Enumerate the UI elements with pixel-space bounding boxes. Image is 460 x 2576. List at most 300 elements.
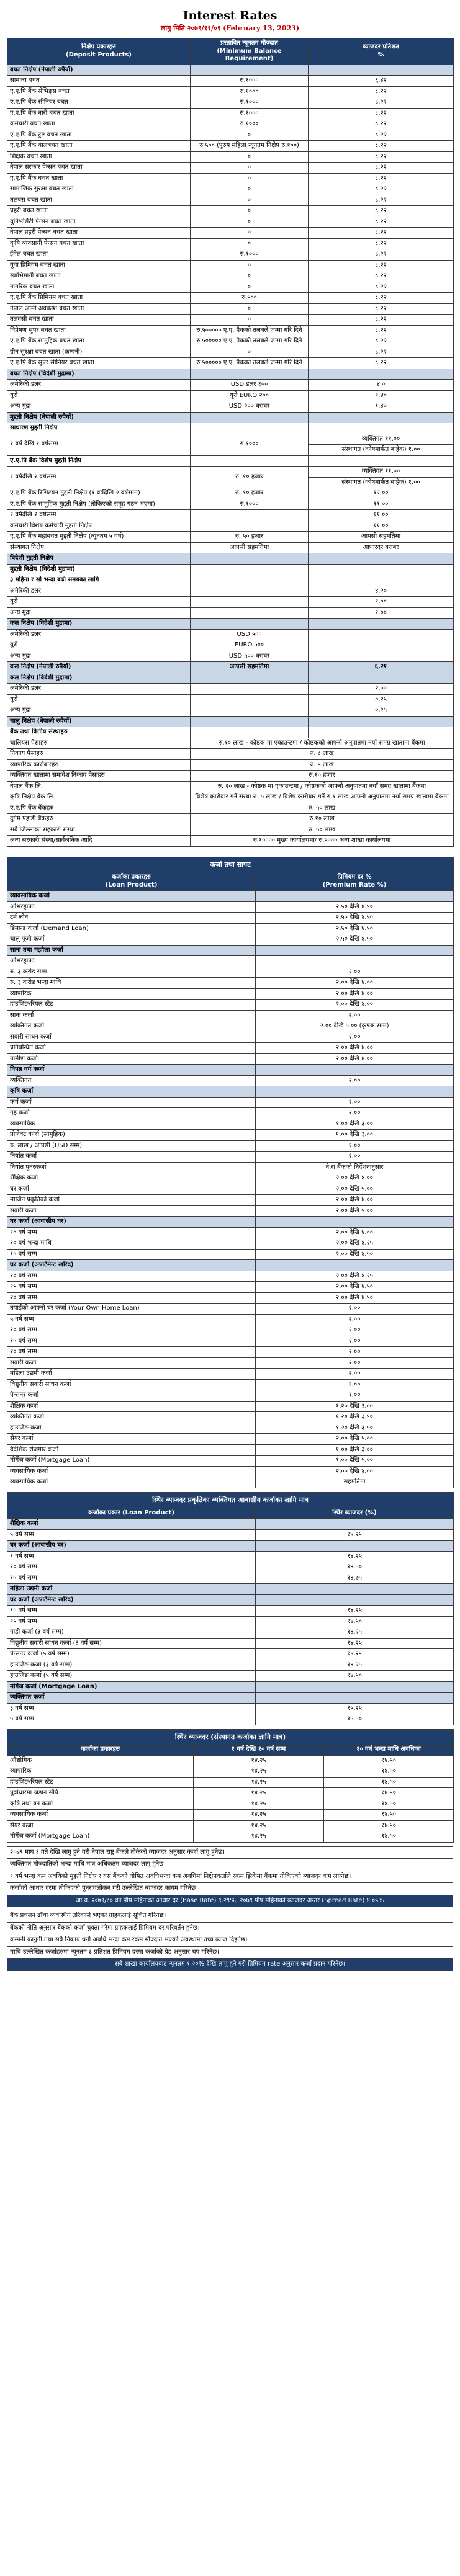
deposit-row: [7, 130, 454, 141]
loan-row: [7, 1347, 454, 1358]
note-text: आ.व. २०७९/८० को पौष महिनाको आधार दर (Base Rate) ९.२९%, २०७९ पौष महिनाको ब्याजदर अन्तर (Spread Rate) ४.०५%: [7, 1895, 453, 1907]
loan-product: हाउजिङ/रियल स्टेट: [7, 1000, 256, 1011]
loan-product: प्रतिबन्धित कर्जा: [7, 1043, 256, 1054]
deposit-product: ए.ए.पि बैंक सेभिङ्स बचत: [7, 86, 191, 97]
loan-row: [7, 1075, 454, 1086]
loan-product: १० वर्ष भन्दा माथि: [7, 1238, 256, 1250]
deposit-row: [7, 325, 454, 336]
loan-row: [7, 1195, 454, 1206]
deposit-rate: [309, 467, 454, 488]
fixed-row: [7, 1638, 454, 1649]
loan-product: विद्युतीय सवारी साधन कर्जा: [7, 1379, 256, 1390]
deposit-row: [7, 662, 454, 673]
loan-rate: [256, 1086, 454, 1098]
loan-row: [7, 1260, 454, 1271]
fixed2-header-row: [7, 1745, 454, 1756]
deposit-min-balance: यूरो EURO २००: [191, 390, 309, 401]
fixed-rate: [256, 1594, 454, 1606]
deposit-product: युवा प्रिमियम बचत खाता: [7, 260, 191, 271]
fixed2-long-rate: १४.५०: [324, 1766, 454, 1778]
deposit-row: [7, 651, 454, 662]
fixed-rate: [256, 1681, 454, 1693]
deposit-product: नेपाल आर्मी अवकाश बचत खाता: [7, 303, 191, 315]
deposit-row: [7, 738, 454, 749]
loan-product: १५ वर्ष सम्म: [7, 1336, 256, 1347]
deposit-section-label: मुद्दती निक्षेप (विदेशी मुद्रामा): [7, 564, 191, 575]
deposit-min-balance: ०: [191, 217, 309, 228]
deposit-product: ए.ए.पि बैंक नारी बचत खाता: [7, 108, 191, 119]
deposit-rate: ८.२२: [309, 151, 454, 163]
deposit-section-label: बचत निक्षेप (नेपाली रुपैयाँ): [7, 65, 191, 76]
deposit-row: [7, 564, 454, 575]
fixed-product: ५ वर्ष सम्म: [7, 1714, 256, 1725]
loan-product: प्रोजेक्ट कर्जा (सामुहिक): [7, 1130, 256, 1141]
deposit-row: [7, 65, 454, 76]
loan-row: [7, 1249, 454, 1260]
deposit-row: [7, 553, 454, 565]
deposit-min-balance: रु.१०००: [191, 499, 309, 510]
loan-product: २० वर्ष सम्म: [7, 1347, 256, 1358]
deposit-section-label: ३ महिना र सो भन्दा बढी समयका लागि: [7, 575, 191, 586]
deposit-section-label: बैंक तथा वित्तीय संस्थाहरु: [7, 727, 191, 738]
loan-rate: २.००: [256, 1075, 454, 1086]
deposit-row: [7, 271, 454, 282]
deposit-product: ए.ए.पि बैंक बैंकहरु: [7, 803, 191, 814]
deposit-row: [7, 542, 454, 553]
fixed-product: ५ वर्ष सम्म: [7, 1529, 256, 1541]
loan-rate: १.०० देखि ५.००: [256, 1456, 454, 1467]
deposit-min-balance: [191, 553, 309, 565]
deposit-min-balance: ०: [191, 151, 309, 163]
fixed2-col-product: कर्जाका प्रकारहरु: [7, 1745, 194, 1756]
deposit-col-rate: ब्याजदर प्रतिशत %: [309, 38, 454, 65]
loan-row: [7, 1162, 454, 1173]
loan-product: साना कर्जा: [7, 1010, 256, 1021]
deposit-min-balance: रु.१०००: [191, 108, 309, 119]
loan-rate: २.००: [256, 1152, 454, 1163]
loan-product: १५ वर्ष सम्म: [7, 1249, 256, 1260]
deposit-row: [7, 716, 454, 727]
deposit-section-label: कल निक्षेप (नेपाली रुपैयाँ): [7, 662, 191, 673]
deposit-section-label: ए.ए.पि बैंक विशेष मुद्दती निक्षेप: [7, 455, 191, 467]
loan-product: व्यापारिक: [7, 988, 256, 1000]
footer-note: सबै शाखा कार्यालयबाट न्यूनतम १.२०% देखि लागु हुने गरी प्रिमियम rate अनुसार कर्जा प्रदान गरिनेछ।: [7, 1959, 453, 1971]
fixed-header-row: [7, 1508, 454, 1519]
deposit-row: [7, 499, 454, 510]
deposit-min-balance: [191, 65, 309, 76]
loan-row: [7, 1325, 454, 1336]
deposit-min-balance: रु.१०००: [191, 434, 309, 455]
deposit-min-balance: [191, 727, 309, 738]
deposit-min-balance: रु. १० हजार: [191, 467, 309, 488]
loan-row: [7, 1477, 454, 1488]
deposit-row: [7, 184, 454, 195]
deposit-row: [7, 163, 454, 174]
deposit-min-balance: रु.१० हजार: [191, 771, 454, 782]
loan-row: [7, 1444, 454, 1456]
loan-row: [7, 945, 454, 956]
loan-product: हाउजिङ कर्जा: [7, 1423, 256, 1434]
fixed-product: १ वर्ष सम्म: [7, 1551, 256, 1562]
deposit-rate: ८.२२: [309, 97, 454, 109]
loan-product: व्यावसायिक कर्जा: [7, 891, 256, 902]
deposit-row: [7, 814, 454, 825]
deposit-product: ए.ए.पि बैंक बचत खाता: [7, 173, 191, 184]
fixed-product: गाडी कर्जा (३ वर्ष सम्म): [7, 1627, 256, 1639]
fixed2-long-rate: १४.५०: [324, 1777, 454, 1788]
deposit-section-label: कल निक्षेप (विदेशी मुद्रामा): [7, 673, 191, 684]
note-text: २०७९ माघ १ गते देखि लागु हुने गरी नेपाल राष्ट्र बैंकले तोकेको व्याजदर अनुसार कर्जा लागु हुनेछ।: [7, 1846, 453, 1859]
deposit-row: [7, 347, 454, 358]
deposit-min-balance: रु. ५ लाख: [191, 759, 454, 771]
loan-product: चालु पूंजी कर्जा: [7, 934, 256, 946]
deposit-product: ए.ए.पि बैंक महाबचत मुद्दती निक्षेप (न्यूनतम ५ वर्ष): [7, 532, 191, 543]
loan-row: [7, 1379, 454, 1390]
deposit-rate: २.००: [309, 684, 454, 695]
loan-product: व्यवसायिक कर्जा: [7, 1466, 256, 1477]
fixed2-product: कृषि तथा वन कर्जा: [7, 1799, 194, 1810]
deposit-rate: [309, 651, 454, 662]
deposit-product: ए.ए.पि बैंक रिसिटयन मुद्दती निक्षेप (१ वर्षदेखि २ वर्षसम्म): [7, 488, 191, 499]
deposit-row: [7, 173, 454, 184]
loan-row: [7, 913, 454, 924]
notes2-body: [7, 1910, 453, 1959]
deposit-row: [7, 195, 454, 206]
deposit-col-minbalance: प्रस्तावित न्यूनतम मौज्दात (Minimum Balance Requirement): [191, 38, 309, 65]
deposit-row: [7, 141, 454, 152]
fixed-body: [7, 1519, 454, 1725]
deposit-min-balance: USD डलर १००: [191, 380, 309, 391]
deposit-row: [7, 315, 454, 326]
fixed2-body: [7, 1755, 454, 1842]
fixed-row: [7, 1660, 454, 1671]
deposit-product: यूरो: [7, 640, 191, 651]
loan-rate: २.०० देखि ४.००: [256, 1053, 454, 1065]
fixed-rate: [256, 1584, 454, 1595]
loan-product: घर कर्जा: [7, 1184, 256, 1195]
deposit-product: कर्मचारी विशेष कर्मचारी मुद्दती निक्षेप: [7, 521, 191, 532]
deposit-rate: [309, 412, 454, 423]
deposit-min-balance: [191, 564, 309, 575]
loan-row: [7, 1336, 454, 1347]
note-row: [7, 1934, 453, 1947]
loan-rate: २.००: [256, 1357, 454, 1369]
loan-row: [7, 901, 454, 913]
fixed-product: महिला उद्यमी कर्जा: [7, 1584, 256, 1595]
deposit-min-balance: रु.१०००: [191, 249, 309, 261]
fixed-rate: १५.२५: [256, 1703, 454, 1714]
loan-rate: [256, 1065, 454, 1076]
loan-row: [7, 1412, 454, 1423]
deposit-row: [7, 97, 454, 109]
loan-rate: २.०० देखि ४.२५: [256, 1238, 454, 1250]
fixed-rate: १४.५०: [256, 1671, 454, 1682]
deposit-rate: [309, 564, 454, 575]
page-title: Interest Rates: [183, 9, 277, 22]
fixed2-banner: स्थिर ब्याजदर (संस्थागत कर्जाका लागि मात्र): [7, 1729, 454, 1745]
deposit-min-balance: [191, 575, 309, 586]
deposit-rate: [309, 369, 454, 380]
deposit-row: [7, 282, 454, 293]
fixed-rate: [256, 1519, 454, 1530]
loan-product: टर्म लोन: [7, 913, 256, 924]
deposit-header-row: [7, 38, 454, 65]
loan-row: [7, 1271, 454, 1282]
deposit-min-balance: ०: [191, 195, 309, 206]
fixed2-short-rate: १४.२५: [194, 1799, 324, 1810]
deposit-row: [7, 575, 454, 586]
fixed-col-product: कर्जाका प्रकार (Loan Product): [7, 1508, 256, 1519]
loan-rate: २.०० देखि ४.००: [256, 1043, 454, 1054]
fixed-table: [7, 1492, 454, 1725]
deposit-row: [7, 759, 454, 771]
fixed2-short-rate: १४.२५: [194, 1810, 324, 1821]
deposit-row: [7, 781, 454, 792]
deposit-rate: [309, 673, 454, 684]
deposit-product: १ वर्षदेखि २ वर्षसम्म: [7, 510, 191, 521]
fixed-rate: १४.२५: [256, 1551, 454, 1562]
loan-product: ओभरड्राफ्ट: [7, 901, 256, 913]
deposit-product: ए.ए.पि बैंक सीनियर बचत: [7, 97, 191, 109]
deposit-min-balance: विशेष कारोबार गर्ने संस्था रु. ५ लाख / विशेष कारोबार गर्ने रु.१ लाख आफ्नो अनुपातमा नयाँ समग्र खातामा बैंकमा: [191, 792, 454, 803]
fixed-rate: १४.२५: [256, 1529, 454, 1541]
loan-product: २० वर्ष सम्म: [7, 1292, 256, 1304]
deposit-row: [7, 249, 454, 261]
fixed-product: १० वर्ष सम्म: [7, 1606, 256, 1617]
loan-row: [7, 1021, 454, 1032]
loan-row: [7, 1000, 454, 1011]
deposit-min-balance: [191, 521, 309, 532]
loan-rate: २.००: [256, 1304, 454, 1315]
deposit-table: [7, 38, 454, 847]
fixed-rate: [256, 1541, 454, 1552]
fixed2-product: पूर्वाधारमा जडान सौर्य: [7, 1788, 194, 1799]
fixed-row: [7, 1519, 454, 1530]
loan-rate: [256, 1217, 454, 1228]
note-text: बैंकको नीति अनुसार बैंकको कर्जा चुक्ता गरेमा ग्राहकलाई प्रिमियम दर परिवर्तन हुनेछ।: [7, 1922, 453, 1934]
fixed2-long-rate: १४.५०: [324, 1799, 454, 1810]
fixed2-row: [7, 1799, 454, 1810]
deposit-rate: [309, 434, 454, 455]
deposit-rate: ४.०: [309, 380, 454, 391]
fixed2-product: सेयर कर्जा: [7, 1820, 194, 1831]
fixed2-row: [7, 1831, 454, 1843]
loan-rate: २.००: [256, 1347, 454, 1358]
loan-row: [7, 967, 454, 978]
deposit-rate: ८.२२: [309, 141, 454, 152]
loan-rate: [256, 956, 454, 967]
deposit-rate: ११.००: [309, 499, 454, 510]
deposit-rate: ८.२२: [309, 315, 454, 326]
loan-rate: २.००: [256, 1108, 454, 1119]
deposit-min-balance: ०: [191, 347, 309, 358]
fixed2-long-rate: १४.५०: [324, 1755, 454, 1766]
loan-row: [7, 1119, 454, 1130]
fixed2-row: [7, 1755, 454, 1766]
deposit-product: ए.ए.पि बैंक बालबचत खाता: [7, 141, 191, 152]
deposit-rate: १२.००: [309, 488, 454, 499]
loan-rate: २.५० देखि ४.५०: [256, 923, 454, 934]
loan-rate: [256, 1260, 454, 1271]
note-row: [7, 1846, 453, 1859]
deposit-min-balance: ०: [191, 130, 309, 141]
deposit-row: [7, 108, 454, 119]
fixed-row: [7, 1529, 454, 1541]
deposit-rate: [309, 640, 454, 651]
deposit-rate: ८.२२: [309, 293, 454, 304]
loan-row: [7, 1304, 454, 1315]
loan-row: [7, 1152, 454, 1163]
deposit-section-label: साधारण मुद्दती निक्षेप: [7, 423, 191, 434]
fixed-product: हाउजिङ कर्जा (३ वर्ष सम्म): [7, 1660, 256, 1671]
loan-product: रु. ३ करोड भन्दा माथि: [7, 978, 256, 989]
deposit-product: सामाजिक सुरक्षा बचत खाता: [7, 184, 191, 195]
loan-row: [7, 1205, 454, 1217]
deposit-min-balance: ०: [191, 173, 309, 184]
deposit-min-balance: ०: [191, 206, 309, 217]
deposit-row: [7, 673, 454, 684]
deposit-row: [7, 521, 454, 532]
loan-rate: १.००: [256, 1379, 454, 1390]
deposit-rate: आपसी सहमतिमा: [309, 532, 454, 543]
loan-row: [7, 1466, 454, 1477]
deposit-min-balance: ०: [191, 271, 309, 282]
deposit-row: [7, 412, 454, 423]
deposit-rate: ८.२२: [309, 325, 454, 336]
loan-product: मार्जिन प्रकृतिको कर्जा: [7, 1195, 256, 1206]
deposit-rate: १.००: [309, 597, 454, 608]
fixed-product: व्यक्तिगत कर्जा: [7, 1693, 256, 1704]
deposit-min-balance: रु.१० लाख - कोष्ठक मा एकाउन्टमा / कोष्ठकको आफ्नो अनुपातमा नयाँ समग्र खातामा बैंकमा: [191, 738, 454, 749]
deposit-product: अन्य मुद्रा: [7, 651, 191, 662]
loan-header-row: [7, 872, 454, 891]
fixed-product: घर कर्जा (आवासीय घर): [7, 1541, 256, 1552]
fixed2-long-rate: १४.५०: [324, 1820, 454, 1831]
deposit-rate: ८.२२: [309, 260, 454, 271]
deposit-min-balance: रु. ८ लाख: [191, 749, 454, 760]
deposit-rate: [309, 619, 454, 630]
loan-product: सवारी साधन कर्जा: [7, 1032, 256, 1043]
deposit-rate: ६.४२: [309, 76, 454, 87]
deposit-product: निकाय पैसाहरु: [7, 749, 191, 760]
loan-product: फर्म कर्जा: [7, 1097, 256, 1108]
deposit-min-balance: रु.५००००० ए.ए. पैकको तलबले जम्मा गरि दिने: [191, 336, 309, 347]
deposit-row: [7, 640, 454, 651]
deposit-product: अमेरिकी डलर: [7, 586, 191, 597]
deposit-min-balance: [191, 412, 309, 423]
deposit-product: व्यापारिक कारोबारहरु: [7, 759, 191, 771]
deposit-row: [7, 825, 454, 836]
deposit-rate: [309, 629, 454, 640]
fixed-row: [7, 1627, 454, 1639]
deposit-min-balance: [191, 423, 309, 434]
page: [7, 0, 453, 1971]
deposit-section-label: मुद्दती निक्षेप (नेपाली रुपैयाँ): [7, 412, 191, 423]
deposit-rate: [309, 423, 454, 434]
deposit-product: चालियस पैसाहरु: [7, 738, 191, 749]
deposit-product: ईमेल बचत खाता: [7, 249, 191, 261]
deposit-row: [7, 607, 454, 619]
fixed-rate: १४.७५: [256, 1573, 454, 1584]
fixed-row: [7, 1584, 454, 1595]
deposit-rate: ८.२२: [309, 358, 454, 369]
note-text: माथि उल्लेखित कर्जाहरुमा न्यूनतम ३ प्रतिशत प्रिमियम दरमा कर्जाको ग्रेड अनुसार थप गरिनेछ।: [7, 1946, 453, 1959]
fixed-row: [7, 1703, 454, 1714]
deposit-product: नागरिक बचत खाता: [7, 282, 191, 293]
deposit-product: विप्रेषण सुपर बचत खाता: [7, 325, 191, 336]
note-row: [7, 1859, 453, 1871]
fixed-rate: १४.२५: [256, 1660, 454, 1671]
loan-rate: २.००: [256, 1369, 454, 1380]
deposit-min-balance: [191, 716, 309, 727]
loan-col-product: कर्जाका प्रकारहरु (Loan Product): [7, 872, 256, 891]
deposit-min-balance: रु. ५० हजार: [191, 532, 309, 543]
loan-product: ओभरड्राफ्ट: [7, 956, 256, 967]
loan-row: [7, 978, 454, 989]
deposit-rate: [309, 716, 454, 727]
loan-product: १० वर्ष सम्म: [7, 1227, 256, 1238]
deposit-rate: ८.२२: [309, 347, 454, 358]
loan-rate: २.०० देखि ४.५०: [256, 1249, 454, 1260]
loan-row: [7, 1086, 454, 1098]
deposit-min-balance: रु. २० लाख - कोष्ठक मा एकाउन्टमा / कोष्ठकको आफ्नो अनुपातमा नयाँ समग्र खातामा बैंकमा: [191, 781, 454, 792]
deposit-row: [7, 694, 454, 705]
deposit-rate: ८.२२: [309, 336, 454, 347]
notes-body: [7, 1846, 453, 1907]
loan-rate: २.०० देखि ४.००: [256, 1173, 454, 1184]
fixed-row: [7, 1616, 454, 1627]
deposit-min-balance: ०: [191, 228, 309, 239]
deposit-row: [7, 119, 454, 130]
fixed2-row: [7, 1810, 454, 1821]
fixed2-long-rate: १४.५०: [324, 1810, 454, 1821]
deposit-product: यूरो: [7, 597, 191, 608]
fixed-rate: १४.५०: [256, 1616, 454, 1627]
deposit-row: [7, 151, 454, 163]
deposit-min-balance: [191, 694, 309, 705]
deposit-min-balance: रु. १० हजार: [191, 488, 309, 499]
loan-rate: २.०० देखि ४.००: [256, 988, 454, 1000]
fixed2-col-long: १० वर्ष भन्दा माथि अवधिका: [324, 1745, 454, 1756]
loan-row: [7, 891, 454, 902]
deposit-product: सामान्य बचत: [7, 76, 191, 87]
fixed2-product: व्यापारिक: [7, 1766, 194, 1778]
note-text: कम्पनी कानुनी तथा सबै निकाय धनी अवधि भन्दा कम रकम मौज्दात भएको अवस्थामा उच्च ब्याज दिइनेछ।: [7, 1934, 453, 1947]
deposit-rate: ८.२२: [309, 271, 454, 282]
fixed-rate: १५.५०: [256, 1714, 454, 1725]
loan-rate: २.००: [256, 1032, 454, 1043]
fixed2-row: [7, 1777, 454, 1788]
loan-product: व्यक्तिगत: [7, 1075, 256, 1086]
fixed-banner-row: [7, 1492, 454, 1508]
deposit-min-balance: USD २०० बराबर: [191, 401, 309, 413]
deposit-col-product: निक्षेप प्रकारहरु (Deposit Products): [7, 38, 191, 65]
loan-product: निर्यात पुनरकर्जा: [7, 1162, 256, 1173]
loan-product: सेयर कर्जा: [7, 1434, 256, 1445]
deposit-product: शिक्षक बचत खाता: [7, 151, 191, 163]
deposit-row: [7, 434, 454, 455]
loan-rate: २.०० देखि ४.००: [256, 1466, 454, 1477]
loan-product: घर कर्जा (आवासीय घर): [7, 1217, 256, 1228]
deposit-rate: १.४०: [309, 401, 454, 413]
loan-rate: २.०० देखि ५.००: [256, 1205, 454, 1217]
fixed-rate: [256, 1693, 454, 1704]
fixed2-short-rate: १४.२५: [194, 1755, 324, 1766]
loan-rate: [256, 891, 454, 902]
loan-rate: २.०० देखि ४.५०: [256, 1282, 454, 1293]
fixed2-product: व्यवसायिक कर्जा: [7, 1810, 194, 1821]
deposit-product: ए.ए.पि बैंक सामुहिक मुद्दती निक्षेप (तोकिएको समूह गठन भएमा): [7, 499, 191, 510]
